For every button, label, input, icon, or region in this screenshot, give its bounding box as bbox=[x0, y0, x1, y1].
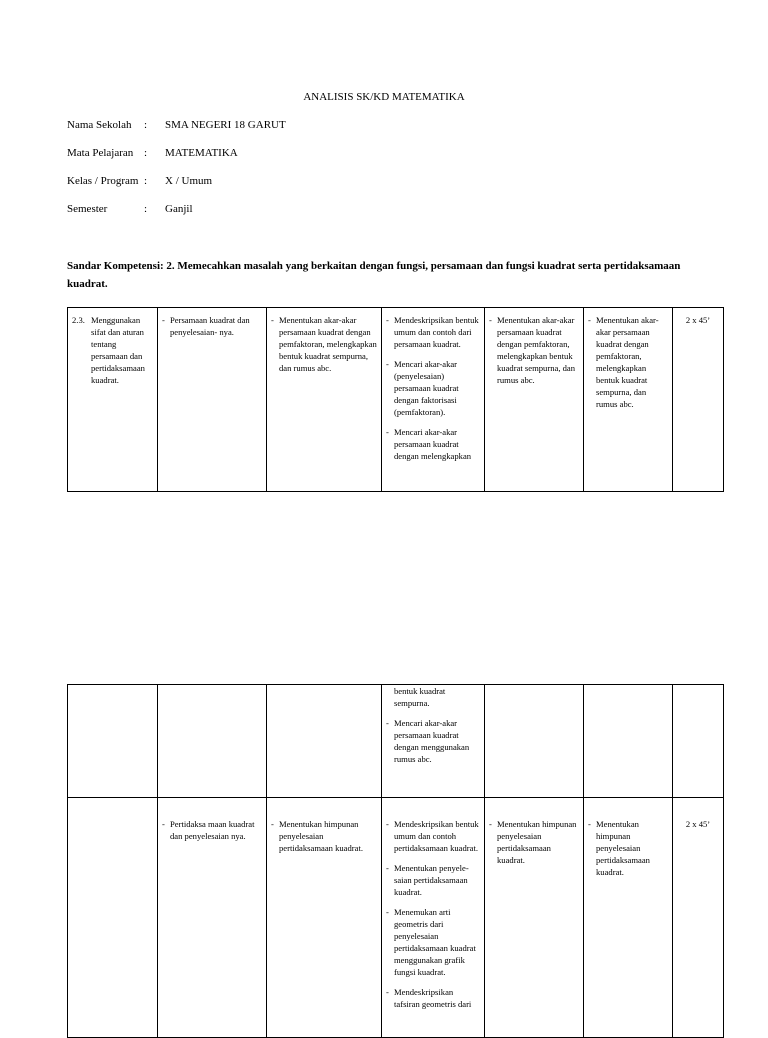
dash: - bbox=[162, 315, 165, 325]
kegiatan-continuation: bentuk kuadrat sempurna. bbox=[394, 686, 446, 708]
kegiatan-cell bbox=[382, 685, 485, 798]
dash: - bbox=[386, 315, 389, 325]
col5-cell bbox=[485, 798, 584, 1038]
table-row bbox=[68, 798, 724, 1038]
materi-cell bbox=[158, 308, 267, 492]
dash: - bbox=[386, 359, 389, 369]
indikator-cell bbox=[267, 685, 382, 798]
materi-text: Pertidaksa maan kuadrat dan penyelesaian nya. bbox=[170, 819, 255, 841]
kegiatan-cell bbox=[382, 798, 485, 1038]
indikator-text: Menentukan akar-akar persamaan kuadrat dengan pemfaktoran, melengkapkan bentuk kuadrat sempurna, dan rumus abc. bbox=[279, 315, 377, 373]
table-row bbox=[68, 308, 724, 492]
dash: - bbox=[386, 907, 389, 917]
materi-text: Persamaan kuadrat dan penyelesaian- nya. bbox=[170, 315, 250, 337]
kegiatan-item: Mendeskripsikan tafsiran geometris dari bbox=[394, 987, 472, 1009]
kd-cell bbox=[68, 308, 158, 492]
info-separator: : bbox=[144, 119, 148, 131]
table-row bbox=[68, 685, 724, 798]
info-separator: : bbox=[144, 175, 148, 187]
dash: - bbox=[386, 863, 389, 873]
standard-competency: Sandar Kompetensi: 2. Memecahkan masalah yang berkaitan dengan fungsi, persamaan dan fungsi kuadrat serta pertidaksamaan kuadrat. bbox=[67, 260, 681, 290]
dash: - bbox=[271, 315, 274, 325]
document-title: ANALISIS SK/KD MATEMATIKA bbox=[303, 91, 465, 103]
info-separator: : bbox=[144, 147, 148, 159]
analysis-table-2 bbox=[67, 684, 724, 1038]
kegiatan-cell bbox=[382, 308, 485, 492]
dash: - bbox=[162, 819, 165, 829]
info-label: Semester bbox=[67, 203, 108, 215]
materi-cell bbox=[158, 798, 267, 1038]
info-label: Nama Sekolah bbox=[67, 119, 132, 131]
materi-cell bbox=[158, 685, 267, 798]
dash: - bbox=[271, 819, 274, 829]
waktu-cell: 2 x 45’ bbox=[673, 798, 724, 1038]
kegiatan-item: Mencari akar-akar persamaan kuadrat dengan menggunakan rumus abc. bbox=[394, 718, 470, 764]
kd-text: Menggunakan sifat dan aturan tentang persamaan dan pertidaksamaan kuadrat. bbox=[91, 315, 145, 385]
col6-text: Menentukan himpunan penyelesaian pertidaksamaan kuadrat. bbox=[596, 819, 650, 877]
info-value: SMA NEGERI 18 GARUT bbox=[165, 119, 286, 131]
indikator-cell bbox=[267, 308, 382, 492]
dash: - bbox=[386, 427, 389, 437]
info-value: X / Umum bbox=[165, 175, 213, 187]
col6-cell bbox=[584, 685, 673, 798]
dash: - bbox=[386, 987, 389, 997]
info-label: Mata Pelajaran bbox=[67, 147, 134, 159]
col5-cell bbox=[485, 685, 584, 798]
waktu-cell: 2 x 45’ bbox=[673, 308, 724, 492]
kegiatan-item: Menentukan penyele- saian pertidaksamaan kuadrat. bbox=[394, 863, 469, 897]
waktu-cell bbox=[673, 685, 724, 798]
dash: - bbox=[588, 819, 591, 829]
kd-cell bbox=[68, 685, 158, 798]
kd-cell bbox=[68, 798, 158, 1038]
info-value: MATEMATIKA bbox=[165, 147, 238, 159]
dash: - bbox=[588, 315, 591, 325]
col5-text: Menentukan himpunan penyelesaian pertidaksamaan kuadrat. bbox=[497, 819, 577, 865]
dash: - bbox=[489, 819, 492, 829]
col6-cell bbox=[584, 308, 673, 492]
info-separator: : bbox=[144, 203, 148, 215]
kegiatan-item: Menemukan arti geometris dari penyelesaian pertidaksamaan kuadrat menggunakan grafik fungsi kuadrat. bbox=[394, 907, 476, 977]
col6-text: Menentukan akar- akar persamaan kuadrat dengan pemfaktoran, melengkapkan bentuk kuadrat sempurna, dan rumus abc. bbox=[596, 315, 659, 409]
col5-text: Menentukan akar-akar persamaan kuadrat dengan pemfaktoran, melengkapkan bentuk kuadrat sempurna, dan rumus abc. bbox=[497, 315, 576, 385]
info-label: Kelas / Program bbox=[67, 175, 139, 187]
kegiatan-item: Mendeskripsikan bentuk umum dan contoh dari persamaan kuadrat. bbox=[394, 315, 479, 349]
dash: - bbox=[386, 718, 389, 728]
indikator-text: Menentukan himpunan penyelesaian pertidaksamaan kuadrat. bbox=[279, 819, 363, 853]
dash: - bbox=[489, 315, 492, 325]
col6-cell bbox=[584, 798, 673, 1038]
kd-number: 2.3. bbox=[72, 315, 85, 325]
kegiatan-item: Mendeskripsikan bentuk umum dan contoh pertidaksamaan kuadrat. bbox=[394, 819, 479, 853]
info-value: Ganjil bbox=[165, 203, 193, 215]
dash: - bbox=[386, 819, 389, 829]
kegiatan-item: Mencari akar-akar persamaan kuadrat dengan melengkapkan bbox=[394, 427, 472, 461]
kegiatan-item: Mencari akar-akar (penyelesaian) persamaan kuadrat dengan faktorisasi (pemfaktoran). bbox=[394, 359, 459, 417]
analysis-table-1 bbox=[67, 307, 724, 492]
col5-cell bbox=[485, 308, 584, 492]
indikator-cell bbox=[267, 798, 382, 1038]
